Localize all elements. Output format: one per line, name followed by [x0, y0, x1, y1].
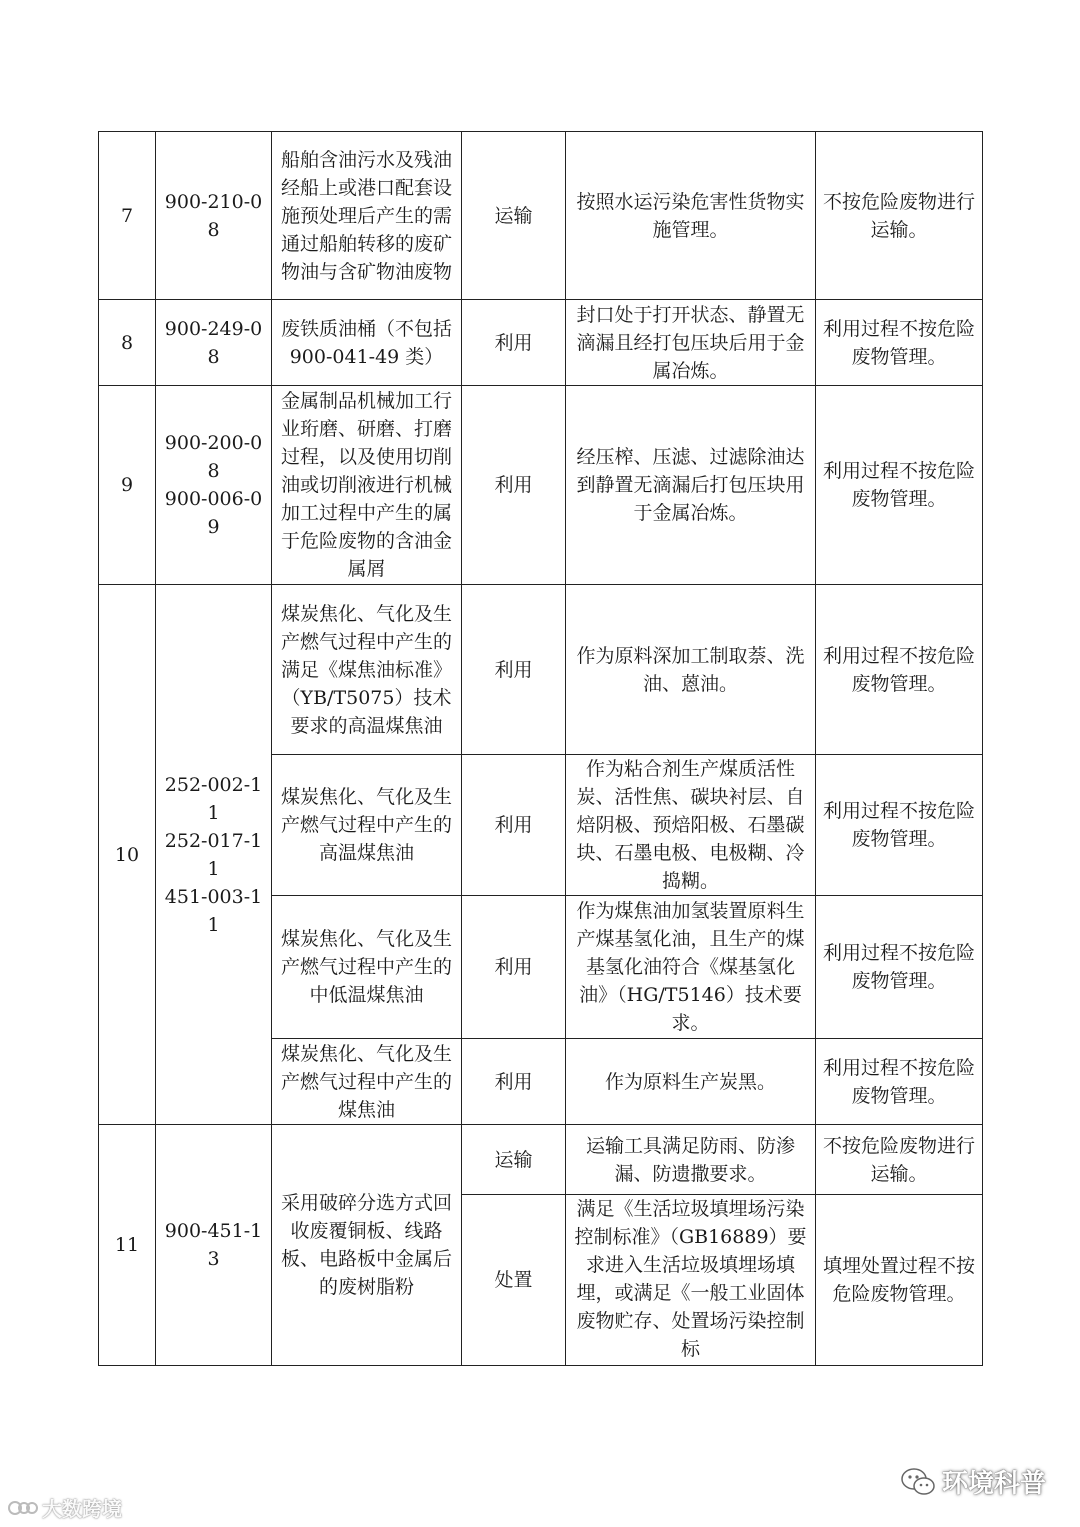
- exemption-content: 利用过程不按危险废物管理。: [816, 386, 983, 585]
- exemption-content: 利用过程不按危险废物管理。: [816, 585, 983, 755]
- watermark-left-text: 大数跨境: [42, 1497, 122, 1521]
- stage: 运输: [462, 1125, 566, 1195]
- exemption-condition: 满足《生活垃圾填埋场污染控制标准》（GB16889）要求进入生活垃圾填埋场填埋，或满足《一般工业固体废物贮存、处置场污染控制标: [566, 1195, 816, 1366]
- exemption-content: 利用过程不按危险废物管理。: [816, 755, 983, 896]
- exemption-condition: 封口处于打开状态、静置无滴漏且经打包压块后用于金属冶炼。: [566, 300, 816, 386]
- exemption-condition: 运输工具满足防雨、防渗漏、防遗撒要求。: [566, 1125, 816, 1195]
- stage: 利用: [462, 300, 566, 386]
- waste-source: 采用破碎分选方式回收废覆铜板、线路板、电路板中金属后的废树脂粉: [272, 1125, 462, 1366]
- table-row: [99, 585, 983, 755]
- waste-code: 900-249-08: [156, 300, 272, 386]
- table-row: [99, 300, 983, 386]
- row-number: 8: [99, 300, 156, 386]
- row-number: 7: [99, 132, 156, 300]
- stage: 利用: [462, 386, 566, 585]
- row-number: 9: [99, 386, 156, 585]
- waste-code: 900-451-13: [156, 1125, 272, 1366]
- watermark-left: [8, 1493, 122, 1522]
- row-number: 10: [99, 585, 156, 1125]
- stage: 处置: [462, 1195, 566, 1366]
- exemption-content: 填埋处置过程不按危险废物管理。: [816, 1195, 983, 1366]
- table-row: [99, 386, 983, 585]
- stage: 利用: [462, 585, 566, 755]
- hazardous-waste-exemption-table: [98, 131, 983, 1366]
- waste-source: 金属制品机械加工行业珩磨、研磨、打磨过程，以及使用切削油或切削液进行机械加工过程中产生的属于危险废物的含油金属屑: [272, 386, 462, 585]
- exemption-content: 不按危险废物进行运输。: [816, 1125, 983, 1195]
- exemption-content: 利用过程不按危险废物管理。: [816, 300, 983, 386]
- waste-source: 煤炭焦化、气化及生产燃气过程中产生的高温煤焦油: [272, 755, 462, 896]
- brand-logo-icon: [8, 1499, 38, 1517]
- waste-source: 废铁质油桶（不包括 900-041-49 类）: [272, 300, 462, 386]
- watermark-right: [900, 1463, 1046, 1500]
- stage: 利用: [462, 1039, 566, 1125]
- exemption-condition: 作为煤焦油加氢装置原料生产煤基氢化油，且生产的煤基氢化油符合《煤基氢化油》（HG/T5146）技术要求。: [566, 896, 816, 1039]
- exemption-condition: 作为粘合剂生产煤质活性炭、活性焦、碳块衬层、自焙阴极、预焙阳极、石墨碳块、石墨电极、电极糊、冷捣糊。: [566, 755, 816, 896]
- waste-code: 900-210-08: [156, 132, 272, 300]
- exemption-condition: 经压榨、压滤、过滤除油达到静置无滴漏后打包压块用于金属冶炼。: [566, 386, 816, 585]
- waste-source: 煤炭焦化、气化及生产燃气过程中产生的中低温煤焦油: [272, 896, 462, 1039]
- exemption-condition: 作为原料深加工制取萘、洗油、蒽油。: [566, 585, 816, 755]
- waste-source: 船舶含油污水及残油经船上或港口配套设施预处理后产生的需通过船舶转移的废矿物油与含矿物油废物: [272, 132, 462, 300]
- waste-code: 900-200-08 900-006-09: [156, 386, 272, 585]
- stage: 运输: [462, 132, 566, 300]
- exemption-content: 利用过程不按危险废物管理。: [816, 1039, 983, 1125]
- exemption-condition: 按照水运污染危害性货物实施管理。: [566, 132, 816, 300]
- table-row: [99, 132, 983, 300]
- exemption-condition: 作为原料生产炭黑。: [566, 1039, 816, 1125]
- waste-code: 252-002-11 252-017-11 451-003-11: [156, 585, 272, 1125]
- waste-source: 煤炭焦化、气化及生产燃气过程中产生的满足《煤焦油标准》（YB/T5075）技术要求的高温煤焦油: [272, 585, 462, 755]
- stage: 利用: [462, 896, 566, 1039]
- stage: 利用: [462, 755, 566, 896]
- exemption-content: 不按危险废物进行运输。: [816, 132, 983, 300]
- wechat-icon: [900, 1467, 936, 1497]
- row-number: 11: [99, 1125, 156, 1366]
- exemption-content: 利用过程不按危险废物管理。: [816, 896, 983, 1039]
- watermark-right-text: 环境科普: [942, 1469, 1047, 1499]
- table-row: [99, 1125, 983, 1195]
- waste-source: 煤炭焦化、气化及生产燃气过程中产生的煤焦油: [272, 1039, 462, 1125]
